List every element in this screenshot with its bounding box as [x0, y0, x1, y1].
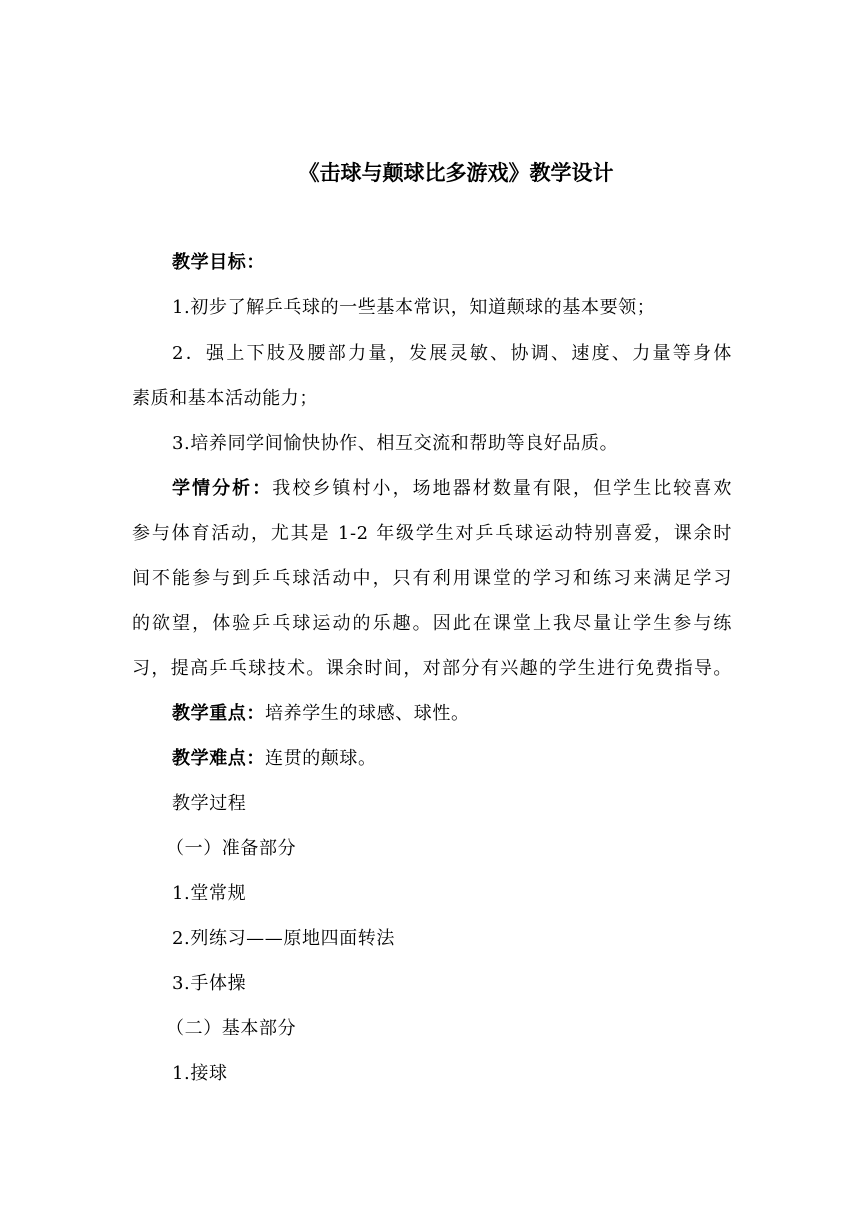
analysis-first-line [172, 474, 732, 504]
key-point-text: 培养学生的球感、球性。 [265, 703, 470, 724]
part1-item-1: 1.堂常规 [172, 883, 247, 904]
key-point-label: 教学重点： [172, 703, 265, 724]
document-title: 《击球与颠球比多游戏》教学设计 [298, 160, 614, 185]
analysis-text-line-2: 参与体育活动，尤其是 1-2 年级学生对乒乓球运动特别喜爱，课余时 [132, 523, 732, 544]
objectives-label: 教学目标： [172, 252, 265, 273]
difficulty-label: 教学难点： [172, 748, 265, 769]
part1-heading: （一）准备部分 [166, 838, 297, 859]
analysis-text-line-4: 的欲望，体验乒乓球运动的乐趣。因此在课堂上我尽量让学生参与练 [132, 613, 732, 634]
key-point-line [172, 699, 732, 729]
objective-item-2: 2．强上下肢及腰部力量，发展灵敏、协调、速度、力量等身体 [172, 343, 732, 364]
process-heading: 教学过程 [172, 793, 247, 814]
analysis-text-line-1: 我校乡镇村小，场地器材数量有限，但学生比较喜欢 [272, 478, 732, 499]
part1-item-2: 2.列练习——原地四面转法 [172, 928, 395, 949]
objective-item-1: 1.初步了解乒乓球的一些基本常识，知道颠球的基本要领； [172, 297, 656, 318]
part2-item-1: 1.接球 [172, 1063, 228, 1084]
analysis-label: 学情分析： [172, 478, 273, 499]
objective-item-2-continued: 素质和基本活动能力； [132, 388, 318, 409]
difficulty-line [172, 744, 732, 774]
difficulty-text: 连贯的颠球。 [265, 748, 377, 769]
analysis-text-line-3: 间不能参与到乒乓球活动中，只有利用课堂的学习和练习来满足学习 [132, 568, 732, 589]
analysis-text-line-5: 习，提高乒乓球技术。课余时间，对部分有兴趣的学生进行免费指导。 [132, 658, 732, 679]
part2-heading: （二）基本部分 [166, 1018, 297, 1039]
part1-item-3: 3.手体操 [172, 973, 247, 994]
objective-item-3: 3.培养同学间愉快协作、相互交流和帮助等良好品质。 [172, 433, 619, 454]
